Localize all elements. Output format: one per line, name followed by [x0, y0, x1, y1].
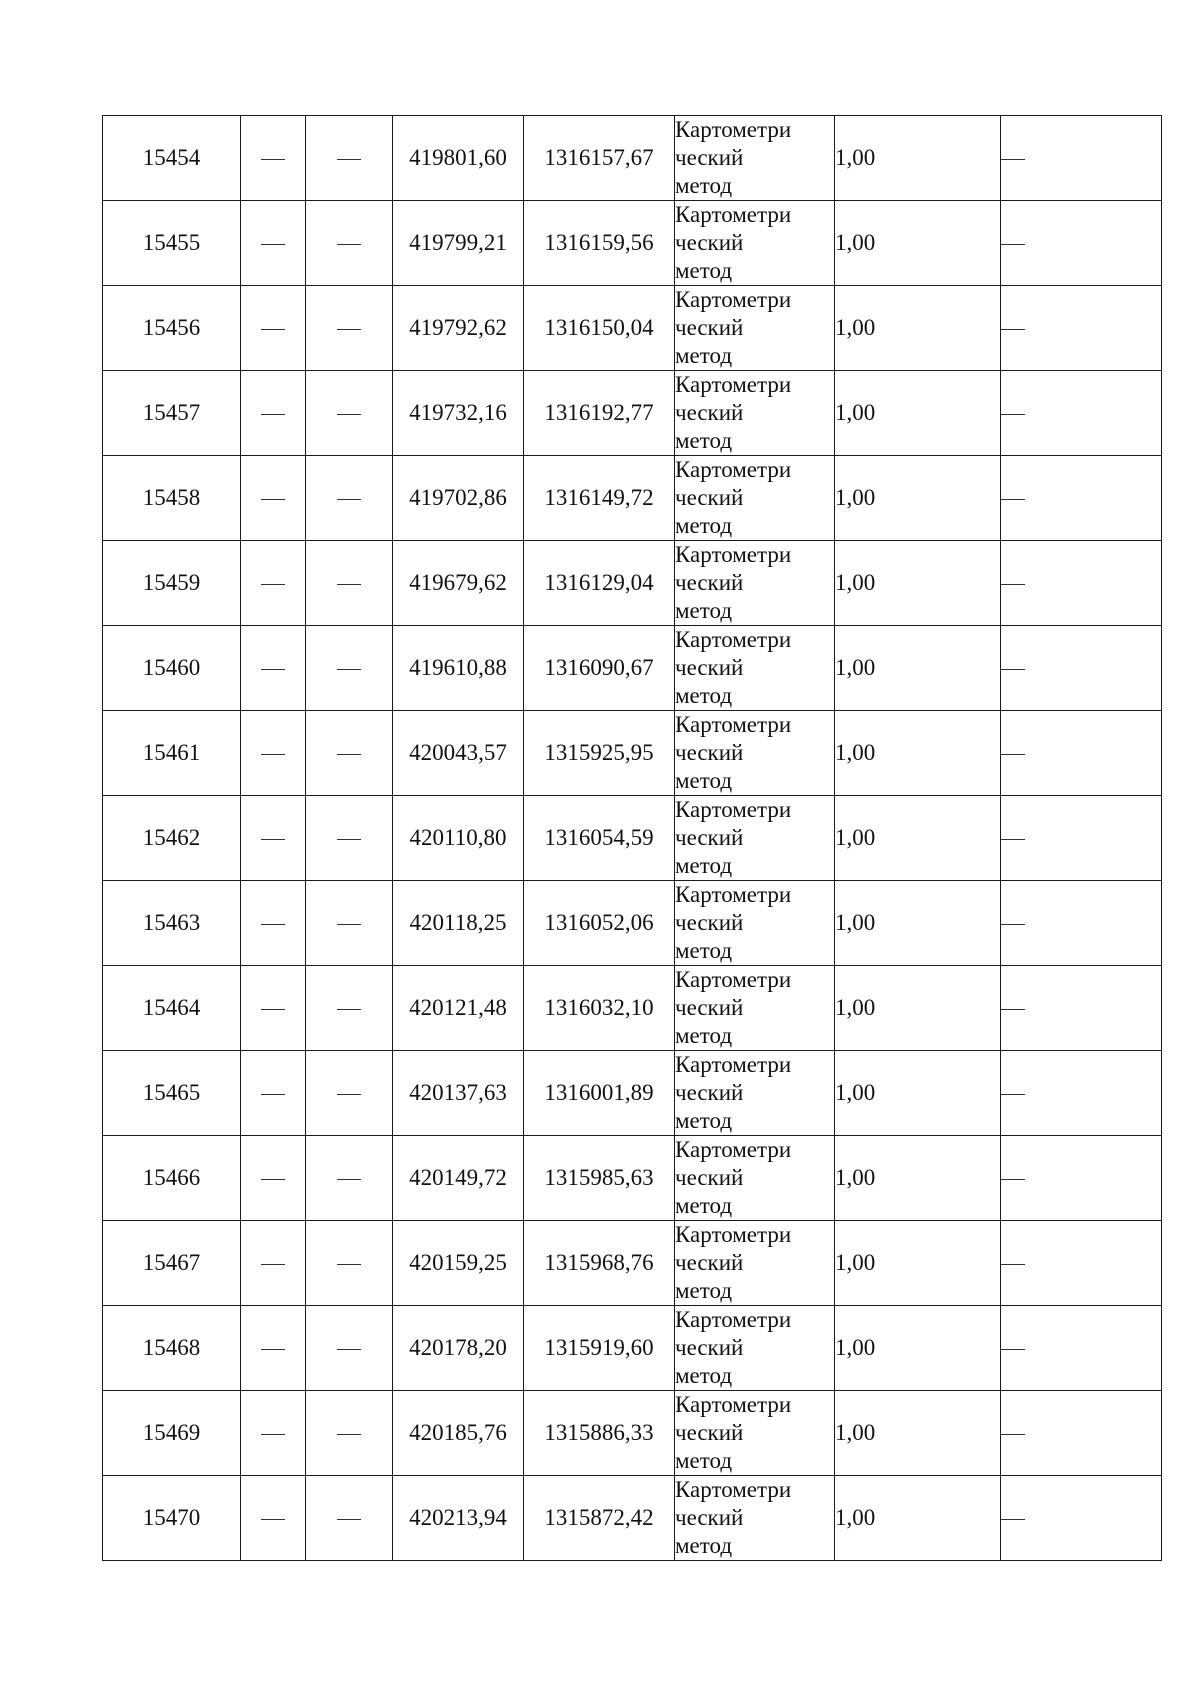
dash-cell — [306, 1221, 393, 1306]
accuracy-cell: 1,00 — [835, 1391, 1001, 1476]
dash-cell — [306, 456, 393, 541]
dash-mark — [337, 414, 361, 415]
method-text-line: метод — [675, 258, 733, 283]
method-cell — [675, 711, 835, 796]
dash-mark — [261, 329, 285, 330]
point-number-cell: 15454 — [103, 116, 241, 201]
dash-mark — [261, 584, 285, 585]
point-number-cell: 15460 — [103, 626, 241, 711]
dash-cell — [1001, 1051, 1162, 1136]
dash-cell — [241, 1476, 306, 1561]
dash-mark — [261, 159, 285, 160]
y-coordinate-cell: 1315886,33 — [524, 1391, 675, 1476]
x-coordinate-cell: 419610,88 — [393, 626, 524, 711]
dash-mark — [337, 1349, 361, 1350]
method-text-line: ческий — [675, 570, 744, 595]
dash-mark — [1001, 1519, 1025, 1520]
method-text-line: Картометри — [675, 457, 792, 482]
method-cell — [675, 1051, 835, 1136]
accuracy-cell: 1,00 — [835, 1306, 1001, 1391]
method-text-line: ческий — [675, 1505, 744, 1530]
method-cell — [675, 626, 835, 711]
method-cell — [675, 1391, 835, 1476]
point-number-cell: 15469 — [103, 1391, 241, 1476]
method-cell — [675, 456, 835, 541]
method-text-line: метод — [675, 428, 733, 453]
x-coordinate-cell: 420118,25 — [393, 881, 524, 966]
dash-mark — [1001, 499, 1025, 500]
dash-mark — [337, 584, 361, 585]
x-coordinate-cell: 419732,16 — [393, 371, 524, 456]
table-row — [103, 626, 1162, 711]
dash-mark — [1001, 1264, 1025, 1265]
method-text-line: Картометри — [675, 967, 792, 992]
x-coordinate-cell: 419801,60 — [393, 116, 524, 201]
y-coordinate-cell: 1315925,95 — [524, 711, 675, 796]
method-text-line: метод — [675, 1278, 733, 1303]
dash-mark — [1001, 924, 1025, 925]
dash-cell — [306, 1476, 393, 1561]
dash-cell — [241, 626, 306, 711]
dash-cell — [241, 1221, 306, 1306]
accuracy-cell: 1,00 — [835, 966, 1001, 1051]
dash-cell — [1001, 456, 1162, 541]
dash-mark — [337, 754, 361, 755]
point-number-cell: 15462 — [103, 796, 241, 881]
dash-cell — [1001, 1136, 1162, 1221]
dash-mark — [1001, 584, 1025, 585]
table-row — [103, 286, 1162, 371]
y-coordinate-cell: 1316052,06 — [524, 881, 675, 966]
method-text-line: ческий — [675, 740, 744, 765]
y-coordinate-cell: 1316054,59 — [524, 796, 675, 881]
method-text-line: ческий — [675, 1335, 744, 1360]
method-cell — [675, 201, 835, 286]
method-text-line: ческий — [675, 825, 744, 850]
dash-cell — [1001, 881, 1162, 966]
method-text-line: метод — [675, 513, 733, 538]
method-text-line: Картометри — [675, 1222, 792, 1247]
dash-mark — [261, 1264, 285, 1265]
point-number-cell: 15457 — [103, 371, 241, 456]
method-text-line: Картометри — [675, 1477, 792, 1502]
dash-cell — [241, 966, 306, 1051]
x-coordinate-cell: 420121,48 — [393, 966, 524, 1051]
y-coordinate-cell: 1315919,60 — [524, 1306, 675, 1391]
x-coordinate-cell: 419792,62 — [393, 286, 524, 371]
dash-cell — [1001, 1306, 1162, 1391]
accuracy-cell: 1,00 — [835, 1051, 1001, 1136]
dash-cell — [306, 796, 393, 881]
method-cell — [675, 966, 835, 1051]
table-row — [103, 456, 1162, 541]
method-text-line: метод — [675, 1363, 733, 1388]
dash-cell — [241, 711, 306, 796]
dash-mark — [1001, 244, 1025, 245]
dash-cell — [1001, 371, 1162, 456]
method-text-line: Картометри — [675, 202, 792, 227]
method-cell — [675, 371, 835, 456]
table-row — [103, 1476, 1162, 1561]
dash-cell — [241, 1391, 306, 1476]
method-text-line: Картометри — [675, 627, 792, 652]
accuracy-cell: 1,00 — [835, 881, 1001, 966]
dash-cell — [241, 1136, 306, 1221]
dash-mark — [337, 1519, 361, 1520]
method-cell — [675, 881, 835, 966]
dash-mark — [1001, 839, 1025, 840]
dash-cell — [306, 711, 393, 796]
dash-mark — [261, 414, 285, 415]
dash-mark — [1001, 329, 1025, 330]
dash-mark — [261, 1349, 285, 1350]
point-number-cell: 15461 — [103, 711, 241, 796]
dash-mark — [261, 839, 285, 840]
table-row — [103, 541, 1162, 626]
dash-cell — [306, 881, 393, 966]
x-coordinate-cell: 420149,72 — [393, 1136, 524, 1221]
method-text-line: метод — [675, 1108, 733, 1133]
dash-cell — [1001, 1391, 1162, 1476]
point-number-cell: 15455 — [103, 201, 241, 286]
y-coordinate-cell: 1316159,56 — [524, 201, 675, 286]
method-text-line: ческий — [675, 655, 744, 680]
dash-mark — [337, 1434, 361, 1435]
table-row — [103, 1391, 1162, 1476]
accuracy-cell: 1,00 — [835, 711, 1001, 796]
accuracy-cell: 1,00 — [835, 116, 1001, 201]
y-coordinate-cell: 1316150,04 — [524, 286, 675, 371]
accuracy-cell: 1,00 — [835, 1221, 1001, 1306]
dash-cell — [306, 116, 393, 201]
x-coordinate-cell: 420159,25 — [393, 1221, 524, 1306]
method-text-line: метод — [675, 938, 733, 963]
method-text-line: метод — [675, 853, 733, 878]
y-coordinate-cell: 1316192,77 — [524, 371, 675, 456]
dash-cell — [1001, 116, 1162, 201]
method-text-line: Картометри — [675, 372, 792, 397]
x-coordinate-cell: 420178,20 — [393, 1306, 524, 1391]
dash-cell — [1001, 1221, 1162, 1306]
dash-mark — [337, 924, 361, 925]
dash-mark — [1001, 159, 1025, 160]
y-coordinate-cell: 1316157,67 — [524, 116, 675, 201]
method-text-line: ческий — [675, 400, 744, 425]
x-coordinate-cell: 420043,57 — [393, 711, 524, 796]
dash-mark — [261, 1519, 285, 1520]
method-text-line: ческий — [675, 485, 744, 510]
method-text-line: метод — [675, 343, 733, 368]
dash-cell — [241, 796, 306, 881]
dash-cell — [306, 626, 393, 711]
x-coordinate-cell: 420185,76 — [393, 1391, 524, 1476]
dash-mark — [337, 499, 361, 500]
dash-cell — [1001, 541, 1162, 626]
dash-cell — [1001, 626, 1162, 711]
x-coordinate-cell: 420137,63 — [393, 1051, 524, 1136]
dash-mark — [337, 669, 361, 670]
x-coordinate-cell: 420213,94 — [393, 1476, 524, 1561]
method-text-line: ческий — [675, 315, 744, 340]
dash-mark — [337, 1009, 361, 1010]
dash-mark — [261, 1179, 285, 1180]
x-coordinate-cell: 419799,21 — [393, 201, 524, 286]
method-cell — [675, 796, 835, 881]
method-text-line: Картометри — [675, 1052, 792, 1077]
method-text-line: Картометри — [675, 712, 792, 737]
dash-mark — [1001, 669, 1025, 670]
method-cell — [675, 1306, 835, 1391]
point-number-cell: 15458 — [103, 456, 241, 541]
method-text-line: Картометри — [675, 1137, 792, 1162]
table-row — [103, 1051, 1162, 1136]
dash-cell — [241, 541, 306, 626]
accuracy-cell: 1,00 — [835, 796, 1001, 881]
accuracy-cell: 1,00 — [835, 371, 1001, 456]
x-coordinate-cell: 419679,62 — [393, 541, 524, 626]
table-row — [103, 881, 1162, 966]
point-number-cell: 15463 — [103, 881, 241, 966]
dash-cell — [1001, 201, 1162, 286]
table-row — [103, 1136, 1162, 1221]
y-coordinate-cell: 1315985,63 — [524, 1136, 675, 1221]
dash-cell — [306, 966, 393, 1051]
dash-mark — [1001, 1179, 1025, 1180]
dash-cell — [241, 116, 306, 201]
dash-mark — [337, 244, 361, 245]
method-text-line: ческий — [675, 1080, 744, 1105]
point-number-cell: 15459 — [103, 541, 241, 626]
dash-mark — [1001, 1349, 1025, 1350]
y-coordinate-cell: 1315872,42 — [524, 1476, 675, 1561]
accuracy-cell: 1,00 — [835, 456, 1001, 541]
method-cell — [675, 116, 835, 201]
method-text-line: метод — [675, 1193, 733, 1218]
dash-cell — [306, 541, 393, 626]
method-text-line: метод — [675, 173, 733, 198]
method-text-line: ческий — [675, 910, 744, 935]
method-text-line: метод — [675, 598, 733, 623]
table-row — [103, 966, 1162, 1051]
dash-cell — [1001, 966, 1162, 1051]
accuracy-cell: 1,00 — [835, 286, 1001, 371]
method-text-line: ческий — [675, 1165, 744, 1190]
method-text-line: ческий — [675, 145, 744, 170]
accuracy-cell: 1,00 — [835, 1476, 1001, 1561]
dash-cell — [306, 201, 393, 286]
method-text-line: Картометри — [675, 542, 792, 567]
dash-cell — [241, 371, 306, 456]
dash-cell — [1001, 796, 1162, 881]
dash-mark — [337, 159, 361, 160]
method-text-line: Картометри — [675, 1307, 792, 1332]
method-cell — [675, 541, 835, 626]
dash-cell — [1001, 286, 1162, 371]
dash-mark — [337, 839, 361, 840]
dash-cell — [241, 1051, 306, 1136]
dash-mark — [337, 1264, 361, 1265]
dash-cell — [306, 1136, 393, 1221]
dash-mark — [261, 1434, 285, 1435]
table-body — [103, 116, 1162, 1561]
point-number-cell: 15466 — [103, 1136, 241, 1221]
dash-mark — [1001, 414, 1025, 415]
dash-cell — [241, 1306, 306, 1391]
method-cell — [675, 286, 835, 371]
dash-mark — [1001, 754, 1025, 755]
accuracy-cell: 1,00 — [835, 201, 1001, 286]
dash-cell — [1001, 711, 1162, 796]
dash-cell — [241, 286, 306, 371]
dash-mark — [261, 244, 285, 245]
dash-mark — [337, 1179, 361, 1180]
table-row — [103, 796, 1162, 881]
point-number-cell: 15464 — [103, 966, 241, 1051]
coordinates-table — [102, 115, 1162, 1561]
dash-cell — [306, 286, 393, 371]
method-cell — [675, 1476, 835, 1561]
table-row — [103, 1306, 1162, 1391]
accuracy-cell: 1,00 — [835, 541, 1001, 626]
point-number-cell: 15456 — [103, 286, 241, 371]
point-number-cell: 15467 — [103, 1221, 241, 1306]
method-text-line: Картометри — [675, 797, 792, 822]
method-cell — [675, 1136, 835, 1221]
dash-cell — [241, 456, 306, 541]
table-row — [103, 1221, 1162, 1306]
dash-cell — [241, 201, 306, 286]
y-coordinate-cell: 1316149,72 — [524, 456, 675, 541]
dash-mark — [261, 1094, 285, 1095]
dash-mark — [1001, 1434, 1025, 1435]
table-row — [103, 371, 1162, 456]
dash-mark — [337, 329, 361, 330]
table-row — [103, 201, 1162, 286]
dash-cell — [306, 1051, 393, 1136]
accuracy-cell: 1,00 — [835, 1136, 1001, 1221]
x-coordinate-cell: 419702,86 — [393, 456, 524, 541]
y-coordinate-cell: 1316032,10 — [524, 966, 675, 1051]
dash-mark — [261, 1009, 285, 1010]
dash-cell — [306, 371, 393, 456]
y-coordinate-cell: 1316001,89 — [524, 1051, 675, 1136]
accuracy-cell: 1,00 — [835, 626, 1001, 711]
y-coordinate-cell: 1316129,04 — [524, 541, 675, 626]
method-text-line: метод — [675, 683, 733, 708]
method-text-line: Картометри — [675, 882, 792, 907]
method-text-line: Картометри — [675, 287, 792, 312]
method-text-line: метод — [675, 1023, 733, 1048]
method-text-line: ческий — [675, 230, 744, 255]
dash-mark — [261, 924, 285, 925]
dash-mark — [261, 669, 285, 670]
dash-mark — [261, 499, 285, 500]
y-coordinate-cell: 1316090,67 — [524, 626, 675, 711]
method-cell — [675, 1221, 835, 1306]
table-row — [103, 116, 1162, 201]
method-text-line: метод — [675, 768, 733, 793]
dash-mark — [1001, 1009, 1025, 1010]
method-text-line: ческий — [675, 1420, 744, 1445]
dash-cell — [241, 881, 306, 966]
dash-cell — [1001, 1476, 1162, 1561]
dash-mark — [1001, 1094, 1025, 1095]
point-number-cell: 15465 — [103, 1051, 241, 1136]
x-coordinate-cell: 420110,80 — [393, 796, 524, 881]
table-row — [103, 711, 1162, 796]
method-text-line: ческий — [675, 995, 744, 1020]
point-number-cell: 15468 — [103, 1306, 241, 1391]
dash-mark — [261, 754, 285, 755]
method-text-line: метод — [675, 1448, 733, 1473]
method-text-line: Картометри — [675, 1392, 792, 1417]
dash-cell — [306, 1391, 393, 1476]
point-number-cell: 15470 — [103, 1476, 241, 1561]
method-text-line: метод — [675, 1533, 733, 1558]
method-text-line: Картометри — [675, 117, 792, 142]
method-text-line: ческий — [675, 1250, 744, 1275]
dash-cell — [306, 1306, 393, 1391]
y-coordinate-cell: 1315968,76 — [524, 1221, 675, 1306]
dash-mark — [337, 1094, 361, 1095]
